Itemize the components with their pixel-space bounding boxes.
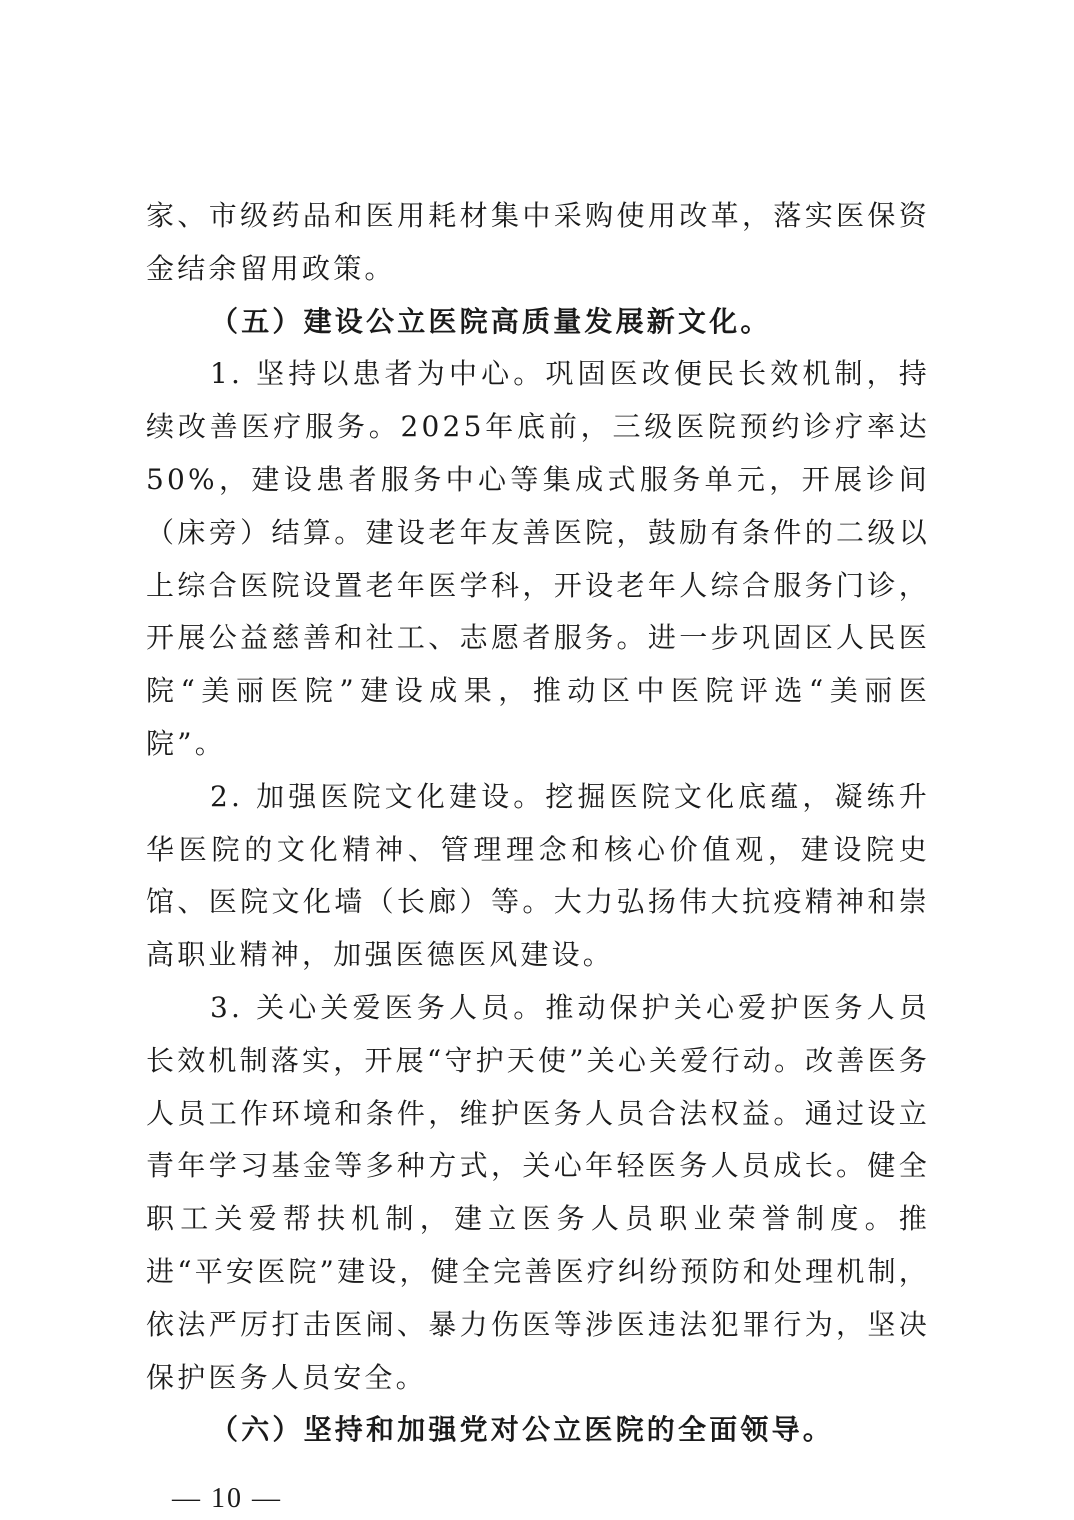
section-heading-5: （五）建设公立医院高质量发展新文化。 [210, 304, 772, 338]
body-text [146, 190, 930, 1457]
page-number: — 10 — [172, 1483, 282, 1514]
paragraph-continuation: 家、市级药品和医用耗材集中采购使用改革，落实医保资金结余留用政策。 [146, 199, 930, 285]
paragraph-item-2: 2. 加强医院文化建设。挖掘医院文化底蕴，凝练升华医院的文化精神、管理理念和核心价值观，建设院史馆、医院文化墙（长廊）等。大力弘扬伟大抗疫精神和崇高职业精神，加强医德医风建设。 [146, 779, 930, 972]
paragraph-item-1: 1. 坚持以患者为中心。巩固医改便民长效机制，持续改善医疗服务。2025年底前，三级医院预约诊疗率达50%，建设患者服务中心等集成式服务单元，开展诊间（床旁）结算。建设老年友善医院，鼓励有条件的二级以上综合医院设置老年医学科，开设老年人综合服务门诊，开展公益慈善和社工、志愿者服务。进一步巩固区人民医院“美丽医院”建设成果，推动区中医院评选“美丽医院”。 [146, 357, 930, 760]
paragraph-item-3: 3. 关心关爱医务人员。推动保护关心爱护医务人员长效机制落实，开展“守护天使”关心关爱行动。改善医务人员工作环境和条件，维护医务人员合法权益。通过设立青年学习基金等多种方式，关心年轻医务人员成长。健全职工关爱帮扶机制，建立医务人员职业荣誉制度。推进“平安医院”建设，健全完善医疗纠纷预防和处理机制，依法严厉打击医闹、暴力伤医等涉医违法犯罪行为，坚决保护医务人员安全。 [146, 990, 930, 1394]
section-heading-6: （六）坚持和加强党对公立医院的全面领导。 [210, 1413, 835, 1447]
